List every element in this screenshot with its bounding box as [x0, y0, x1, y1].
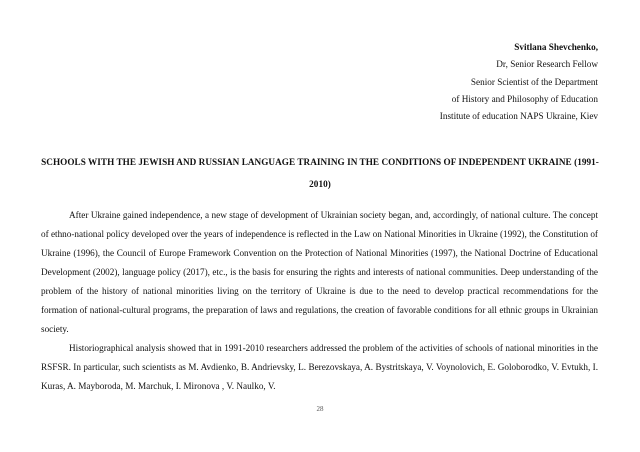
author-degree: Dr, Senior Research Fellow — [496, 59, 598, 70]
paragraph-1: After Ukraine gained independence, a new stage of development of Ukrainian society began, and, accordingly, of national culture. The concept of ethno-national policy developed over the years of independence is reflected in the Law on National Minorities in Ukraine (1992), the Constitution of Ukraine (1996), the Council of Europe Framework Convention on the Protection of National Minorities (1997), the National Doctrine of Educational Development (2002), language policy (2017), etc., is the basis for ensuring the rights and interests of national communities. Deep understanding of the problem of the history of national minorities living on the territory of Ukraine is due to the need to develop practical recommendations for the formation of national-cultural programs, the preparation of laws and regulations, the creation of favorable conditions for all ethnic groups in Ukrainian society. — [41, 210, 598, 334]
paragraph-2: Historiographical analysis showed that in 1991-2010 researchers addressed the problem of the activities of schools of national minorities in the RSFSR. In particular, such scientists as M. Avdienko, B. Andrievsky, L. Berezovskaya, A. Bystritskaya, V. Voynolovich, E. Goloborodko, V. Evtukh, I. Kuras, A. Mayboroda, M. Marchuk, I. Mironova , V. Naulko, V. — [41, 343, 598, 391]
page-number: 28 — [316, 405, 324, 413]
author-institution: Institute of education NAPS Ukraine, Kiev — [439, 111, 598, 122]
author-department: of History and Philosophy of Education — [451, 93, 598, 104]
author-block — [440, 39, 598, 125]
article-title: SCHOOLS WITH THE JEWISH AND RUSSIAN LANGUAGE TRAINING IN THE CONDITIONS OF INDEPENDENT UKRAINE (1991-2010) — [41, 157, 599, 189]
author-name: Svitlana Shevchenko, — [514, 42, 598, 52]
article-body — [41, 206, 598, 396]
author-position: Senior Scientist of the Department — [470, 76, 598, 87]
